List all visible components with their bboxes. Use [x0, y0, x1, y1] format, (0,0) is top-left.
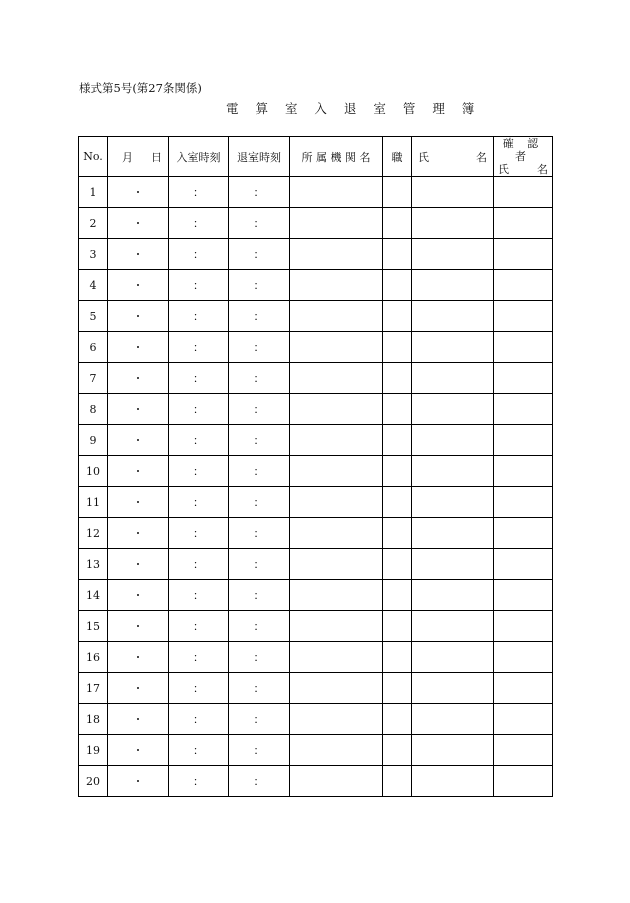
- row-number: 6: [79, 332, 108, 363]
- row-affiliation-cell: [290, 673, 383, 704]
- table-row: [79, 549, 553, 580]
- row-position-cell: [383, 332, 412, 363]
- row-exit-time-cell: ：: [229, 363, 290, 394]
- row-name-cell: [412, 177, 494, 208]
- row-date-cell: ・: [108, 642, 169, 673]
- row-affiliation-cell: [290, 766, 383, 797]
- row-affiliation-cell: [290, 208, 383, 239]
- row-name-cell: [412, 363, 494, 394]
- table-row: [79, 766, 553, 797]
- row-exit-time-cell: ：: [229, 580, 290, 611]
- row-entry-time-cell: ：: [169, 487, 229, 518]
- row-number: 19: [79, 735, 108, 766]
- row-confirmer-cell: [494, 456, 553, 487]
- header-entry-time: 入室時刻: [169, 137, 229, 177]
- row-position-cell: [383, 487, 412, 518]
- row-exit-time-cell: ：: [229, 518, 290, 549]
- table-row: [79, 704, 553, 735]
- row-exit-time-cell: ：: [229, 301, 290, 332]
- row-name-cell: [412, 580, 494, 611]
- row-number: 13: [79, 549, 108, 580]
- table-row: [79, 642, 553, 673]
- header-day: 日: [151, 150, 162, 164]
- row-entry-time-cell: ：: [169, 735, 229, 766]
- table-row: [79, 394, 553, 425]
- header-row: [79, 137, 553, 177]
- row-affiliation-cell: [290, 487, 383, 518]
- table-row: [79, 239, 553, 270]
- row-number: 8: [79, 394, 108, 425]
- row-number: 10: [79, 456, 108, 487]
- row-position-cell: [383, 704, 412, 735]
- row-affiliation-cell: [290, 239, 383, 270]
- row-name-cell: [412, 301, 494, 332]
- row-confirmer-cell: [494, 611, 553, 642]
- row-confirmer-cell: [494, 332, 553, 363]
- header-confirmer-name-b: 名: [537, 163, 548, 176]
- table-row: [79, 611, 553, 642]
- row-name-cell: [412, 270, 494, 301]
- table-row: [79, 487, 553, 518]
- row-entry-time-cell: ：: [169, 456, 229, 487]
- entry-exit-register-table: [78, 136, 553, 797]
- row-name-cell: [412, 239, 494, 270]
- table-row: [79, 673, 553, 704]
- row-exit-time-cell: ：: [229, 704, 290, 735]
- row-affiliation-cell: [290, 425, 383, 456]
- row-entry-time-cell: ：: [169, 518, 229, 549]
- row-date-cell: ・: [108, 394, 169, 425]
- row-date-cell: ・: [108, 301, 169, 332]
- row-affiliation-cell: [290, 518, 383, 549]
- row-entry-time-cell: ：: [169, 611, 229, 642]
- row-entry-time-cell: ：: [169, 239, 229, 270]
- header-affiliation: 所 属 機 関 名: [290, 137, 383, 177]
- row-entry-time-cell: ：: [169, 270, 229, 301]
- row-affiliation-cell: [290, 704, 383, 735]
- row-name-cell: [412, 394, 494, 425]
- row-number: 9: [79, 425, 108, 456]
- row-name-cell: [412, 487, 494, 518]
- row-name-cell: [412, 425, 494, 456]
- row-affiliation-cell: [290, 301, 383, 332]
- row-number: 5: [79, 301, 108, 332]
- row-exit-time-cell: ：: [229, 239, 290, 270]
- table-row: [79, 425, 553, 456]
- row-exit-time-cell: ：: [229, 177, 290, 208]
- row-entry-time-cell: ：: [169, 766, 229, 797]
- row-exit-time-cell: ：: [229, 332, 290, 363]
- row-date-cell: ・: [108, 611, 169, 642]
- row-entry-time-cell: ：: [169, 177, 229, 208]
- header-name-last: 名: [476, 150, 487, 164]
- row-confirmer-cell: [494, 518, 553, 549]
- row-number: 2: [79, 208, 108, 239]
- table-row: [79, 735, 553, 766]
- row-position-cell: [383, 611, 412, 642]
- row-name-cell: [412, 611, 494, 642]
- row-date-cell: ・: [108, 456, 169, 487]
- row-entry-time-cell: ：: [169, 642, 229, 673]
- table-row: [79, 580, 553, 611]
- row-entry-time-cell: ：: [169, 704, 229, 735]
- row-position-cell: [383, 456, 412, 487]
- row-confirmer-cell: [494, 270, 553, 301]
- row-exit-time-cell: ：: [229, 456, 290, 487]
- table-row: [79, 177, 553, 208]
- row-position-cell: [383, 549, 412, 580]
- row-position-cell: [383, 580, 412, 611]
- row-name-cell: [412, 673, 494, 704]
- header-month: 月: [122, 150, 133, 164]
- row-date-cell: ・: [108, 549, 169, 580]
- row-number: 4: [79, 270, 108, 301]
- row-name-cell: [412, 208, 494, 239]
- row-date-cell: ・: [108, 332, 169, 363]
- row-affiliation-cell: [290, 177, 383, 208]
- row-position-cell: [383, 766, 412, 797]
- row-date-cell: ・: [108, 208, 169, 239]
- row-affiliation-cell: [290, 735, 383, 766]
- row-date-cell: ・: [108, 425, 169, 456]
- row-name-cell: [412, 766, 494, 797]
- row-confirmer-cell: [494, 704, 553, 735]
- row-number: 7: [79, 363, 108, 394]
- row-exit-time-cell: ：: [229, 766, 290, 797]
- row-number: 1: [79, 177, 108, 208]
- row-date-cell: ・: [108, 363, 169, 394]
- row-position-cell: [383, 394, 412, 425]
- row-exit-time-cell: ：: [229, 549, 290, 580]
- table-row: [79, 332, 553, 363]
- row-number: 3: [79, 239, 108, 270]
- row-exit-time-cell: ：: [229, 394, 290, 425]
- row-number: 17: [79, 673, 108, 704]
- row-position-cell: [383, 177, 412, 208]
- row-date-cell: ・: [108, 239, 169, 270]
- row-confirmer-cell: [494, 580, 553, 611]
- row-entry-time-cell: ：: [169, 332, 229, 363]
- table-row: [79, 301, 553, 332]
- row-date-cell: ・: [108, 177, 169, 208]
- row-confirmer-cell: [494, 177, 553, 208]
- header-position: 職: [383, 137, 412, 177]
- header-confirmer-name-a: 氏: [498, 163, 509, 176]
- table-row: [79, 208, 553, 239]
- table-row: [79, 456, 553, 487]
- form-number-label: 様式第5号(第27条関係): [79, 81, 202, 95]
- header-no: No.: [79, 137, 108, 177]
- row-confirmer-cell: [494, 239, 553, 270]
- table-row: [79, 363, 553, 394]
- row-entry-time-cell: ：: [169, 549, 229, 580]
- row-entry-time-cell: ：: [169, 425, 229, 456]
- header-confirmer: [494, 137, 553, 177]
- row-entry-time-cell: ：: [169, 580, 229, 611]
- row-name-cell: [412, 735, 494, 766]
- row-number: 15: [79, 611, 108, 642]
- row-confirmer-cell: [494, 425, 553, 456]
- row-confirmer-cell: [494, 549, 553, 580]
- row-date-cell: ・: [108, 580, 169, 611]
- row-exit-time-cell: ：: [229, 425, 290, 456]
- row-exit-time-cell: ：: [229, 208, 290, 239]
- header-exit-time: 退室時刻: [229, 137, 290, 177]
- row-name-cell: [412, 642, 494, 673]
- header-date: [108, 137, 169, 177]
- row-number: 20: [79, 766, 108, 797]
- row-entry-time-cell: ：: [169, 208, 229, 239]
- row-date-cell: ・: [108, 766, 169, 797]
- row-affiliation-cell: [290, 270, 383, 301]
- row-exit-time-cell: ：: [229, 735, 290, 766]
- row-exit-time-cell: ：: [229, 270, 290, 301]
- row-entry-time-cell: ：: [169, 363, 229, 394]
- row-confirmer-cell: [494, 673, 553, 704]
- row-position-cell: [383, 301, 412, 332]
- row-date-cell: ・: [108, 487, 169, 518]
- row-name-cell: [412, 518, 494, 549]
- row-affiliation-cell: [290, 363, 383, 394]
- row-confirmer-cell: [494, 735, 553, 766]
- row-exit-time-cell: ：: [229, 487, 290, 518]
- header-name-first: 氏: [418, 150, 429, 164]
- header-name: [412, 137, 494, 177]
- row-entry-time-cell: ：: [169, 673, 229, 704]
- row-exit-time-cell: ：: [229, 611, 290, 642]
- row-position-cell: [383, 673, 412, 704]
- row-date-cell: ・: [108, 673, 169, 704]
- row-confirmer-cell: [494, 487, 553, 518]
- row-number: 16: [79, 642, 108, 673]
- row-date-cell: ・: [108, 704, 169, 735]
- table-row: [79, 518, 553, 549]
- row-date-cell: ・: [108, 518, 169, 549]
- row-position-cell: [383, 735, 412, 766]
- row-position-cell: [383, 363, 412, 394]
- row-exit-time-cell: ：: [229, 673, 290, 704]
- row-name-cell: [412, 704, 494, 735]
- row-confirmer-cell: [494, 642, 553, 673]
- row-affiliation-cell: [290, 549, 383, 580]
- row-confirmer-cell: [494, 766, 553, 797]
- row-affiliation-cell: [290, 394, 383, 425]
- row-number: 11: [79, 487, 108, 518]
- row-date-cell: ・: [108, 270, 169, 301]
- row-date-cell: ・: [108, 735, 169, 766]
- row-name-cell: [412, 549, 494, 580]
- row-position-cell: [383, 208, 412, 239]
- row-confirmer-cell: [494, 363, 553, 394]
- row-confirmer-cell: [494, 301, 553, 332]
- row-affiliation-cell: [290, 642, 383, 673]
- row-number: 14: [79, 580, 108, 611]
- row-position-cell: [383, 239, 412, 270]
- row-number: 12: [79, 518, 108, 549]
- row-position-cell: [383, 518, 412, 549]
- row-position-cell: [383, 270, 412, 301]
- row-affiliation-cell: [290, 611, 383, 642]
- row-affiliation-cell: [290, 332, 383, 363]
- row-entry-time-cell: ：: [169, 301, 229, 332]
- row-name-cell: [412, 456, 494, 487]
- row-affiliation-cell: [290, 580, 383, 611]
- row-name-cell: [412, 332, 494, 363]
- header-confirmer-line1: 確 認 者: [502, 137, 544, 163]
- row-exit-time-cell: ：: [229, 642, 290, 673]
- row-entry-time-cell: ：: [169, 394, 229, 425]
- row-affiliation-cell: [290, 456, 383, 487]
- document-title: 電 算 室 入 退 室 管 理 簿: [226, 101, 481, 116]
- row-position-cell: [383, 425, 412, 456]
- row-confirmer-cell: [494, 394, 553, 425]
- row-position-cell: [383, 642, 412, 673]
- table-row: [79, 270, 553, 301]
- row-number: 18: [79, 704, 108, 735]
- row-confirmer-cell: [494, 208, 553, 239]
